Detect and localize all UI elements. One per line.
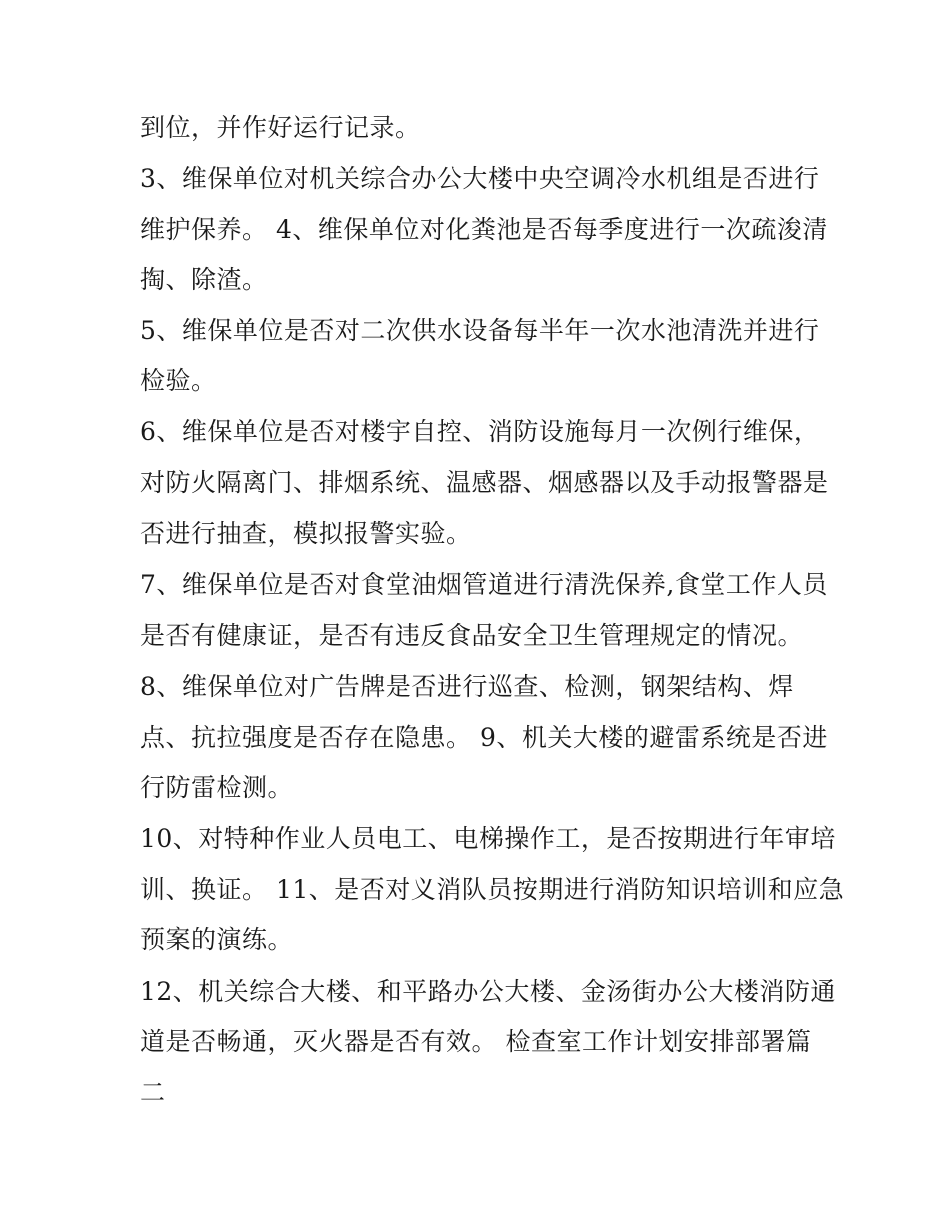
- text-line: 维护保养。 4、维保单位对化粪池是否每季度进行一次疏浚清: [140, 215, 828, 244]
- text-line: 否进行抽查，模拟报警实验。: [140, 519, 472, 548]
- text-line: 6、维保单位是否对楼宇自控、消防设施每月一次例行维保，: [140, 417, 820, 446]
- text-line: 10、对特种作业人员电工、电梯操作工，是否按期进行年审培: [140, 824, 836, 853]
- text-line: 训、换证。 11、是否对义消队员按期进行消防知识培训和应急: [140, 875, 845, 904]
- text-line: 预案的演练。: [140, 925, 294, 954]
- text-line: 掏、除渣。: [140, 265, 268, 294]
- text-line: 7、维保单位是否对食堂油烟管道进行清洗保养,食堂工作人员: [140, 570, 828, 599]
- text-line: 检验。: [140, 366, 217, 395]
- text-line: 到位，并作好运行记录。: [140, 113, 421, 142]
- text-line: 12、机关综合大楼、和平路办公大楼、金汤街办公大楼消防通: [140, 977, 836, 1006]
- text-line: 行防雷检测。: [140, 773, 294, 802]
- text-line: 5、维保单位是否对二次供水设备每半年一次水池清洗并进行: [140, 316, 820, 345]
- text-line: 二: [140, 1078, 166, 1107]
- text-line: 8、维保单位对广告牌是否进行巡查、检测，钢架结构、焊: [140, 672, 794, 701]
- text-line: 对防火隔离门、排烟系统、温感器、烟感器以及手动报警器是: [140, 468, 829, 497]
- text-line: 道是否畅通，灭火器是否有效。 检查室工作计划安排部署篇: [140, 1027, 812, 1056]
- text-line: 是否有健康证，是否有违反食品安全卫生管理规定的情况。: [140, 621, 804, 650]
- text-line: 点、抗拉强度是否存在隐患。 9、机关大楼的避雷系统是否进: [140, 723, 828, 752]
- text-line: 3、维保单位对机关综合办公大楼中央空调冷水机组是否进行: [140, 164, 820, 193]
